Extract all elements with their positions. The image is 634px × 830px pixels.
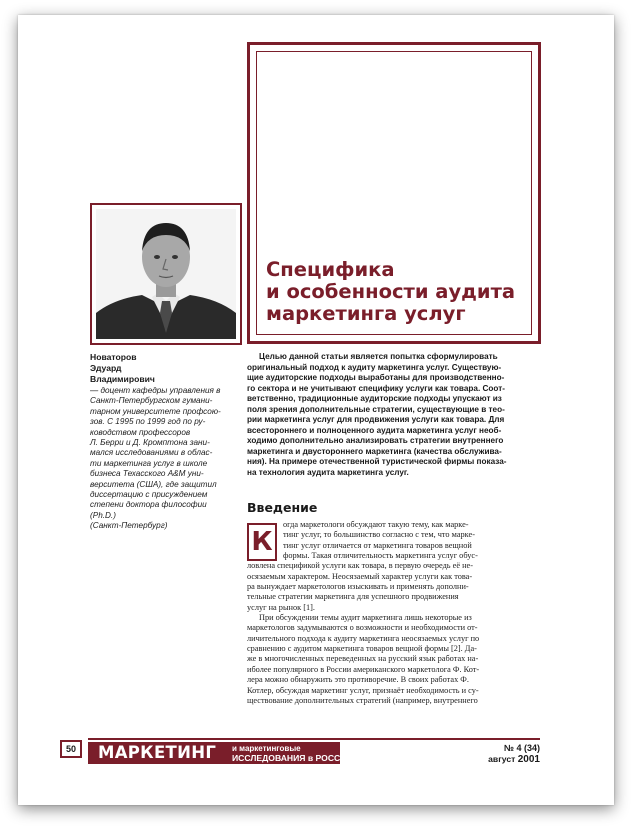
body-line: тинг услуг отличается от маркетинга товаров вещной xyxy=(283,540,472,550)
body-line: услуг на рынок [1]. xyxy=(247,602,315,612)
abstract-line: Целью данной статьи является попытка сформулировать xyxy=(259,352,498,361)
title-line: маркетинга услуг xyxy=(266,302,466,325)
body-line: маркетологов задумываются о возможности и необходимости от- xyxy=(247,623,478,633)
body-line: сравнению с аудитом маркетинга товаров вещной формы [2]. Да- xyxy=(247,644,477,654)
body-line: иболее популярного в России американского маркетолога Ф. Кот- xyxy=(247,664,480,674)
abstract-line: ния). На примере отечественной туристической фирмы показа- xyxy=(247,457,507,466)
author-bio xyxy=(90,386,242,532)
abstract-line: оригинальный подход к аудиту маркетинга услуг. Существую- xyxy=(247,362,502,372)
author-bio-line: Санкт-Петербургском гумани- xyxy=(90,396,213,406)
issue-year: 2001 xyxy=(517,754,540,765)
author-bio-line: зов. С 1995 по 1999 год по ру- xyxy=(90,417,206,427)
abstract-line: щие аудиторские подходы выработаны для производственно- xyxy=(247,373,505,382)
author-name-line: Владимирович xyxy=(90,374,155,384)
footer-rule xyxy=(88,738,540,740)
author-bio-line: — доцент кафедры управления в xyxy=(90,386,221,395)
body-line: ра вынуждает маркетологов изыскивать и применять дополни- xyxy=(247,582,469,592)
author-name xyxy=(90,352,240,385)
journal-name-sub2: ИССЛЕДОВАНИЯ в РОССИИ xyxy=(232,753,353,763)
body-line: огда маркетологи обсуждают такую тему, как марке- xyxy=(283,520,469,529)
title-line: Специфика xyxy=(266,258,395,281)
journal-name-sub1: и маркетинговые xyxy=(232,744,301,753)
journal-name-main: МАРКЕТИНГ xyxy=(98,743,217,762)
abstract-line: рии маркетинга услуг для продвижения услуги как товара. Для xyxy=(247,415,505,424)
body-line: осязаемым характером. Неосязаемый характер услуги как това- xyxy=(247,571,473,581)
author-photo-frame xyxy=(90,203,242,345)
abstract-line: ходимо дополнительно анализировать стратегии внутреннего xyxy=(247,436,504,445)
article-title xyxy=(266,259,536,325)
issue-month: август xyxy=(488,754,516,764)
abstract-line: поля зрения дополнительные стратегии, существующие в тео- xyxy=(247,404,505,414)
body-line: тельные стратегии маркетинга для успешного продвижения xyxy=(247,592,459,602)
author-bio-line: бизнеса Техасского A&M уни- xyxy=(90,469,204,479)
author-name-line: Новаторов xyxy=(90,352,137,362)
body-line: тинг услуг, то большинство согласно с тем, что марке- xyxy=(283,530,475,540)
author-photo xyxy=(96,209,236,339)
author-bio-line: (Ph.D.) xyxy=(90,510,116,520)
body-line: лера можно обнаружить это противоречие. В своих работах Ф. xyxy=(247,675,469,685)
author-bio-line: диссертацию с присуждением xyxy=(90,490,208,500)
abstract-line: ветственно, традиционные аудиторские подходы упускают из xyxy=(247,394,502,403)
body-line: формы. Такая отличительность маркетинга услуг обус- xyxy=(283,551,478,561)
body-line: ществование дополнительных стратегий (например, внутреннего xyxy=(247,695,478,705)
author-bio-line: ководством профессоров xyxy=(90,427,191,437)
abstract-line: маркетинга и двустороннего маркетинга (качества обслужива- xyxy=(247,446,502,456)
body-line: Котлер, обсуждая маркетинг услуг, признаёт необходимость и су- xyxy=(247,685,479,695)
author-bio-line: тарном университете профсою- xyxy=(90,406,221,416)
author-name-line: Эдуард xyxy=(90,363,122,373)
author-bio-line: ти маркетинга услуг в школе xyxy=(90,458,208,468)
section-heading-introduction: Введение xyxy=(247,500,318,515)
body-line: ловлена спецификой услуги как товара, в первую очередь её не- xyxy=(247,561,473,571)
issue-date xyxy=(440,754,540,765)
author-bio-line: степени доктора философии xyxy=(90,500,207,510)
author-portrait-image xyxy=(96,209,236,339)
author-bio-line: верситета (США), где защитил xyxy=(90,479,217,489)
abstract-line: го сектора и не учитывают специфику услуги как товара. Соот- xyxy=(247,383,505,393)
drop-cap: К xyxy=(247,523,277,561)
title-line: и особенности аудита xyxy=(266,280,516,303)
author-bio-line: (Санкт-Петербург) xyxy=(90,521,168,531)
page-number: 50 xyxy=(60,740,82,758)
author-bio-line: Л. Берри и Д. Кромптона зани- xyxy=(90,438,210,448)
author-bio-line: мался исследованиями в облас- xyxy=(90,448,213,458)
body-line: При обсуждении темы аудит маркетинга лишь некоторые из xyxy=(259,613,472,623)
abstract-line: на технология аудита маркетинга услуг. xyxy=(247,467,409,477)
article-abstract xyxy=(247,352,541,478)
abstract-line: всестороннего и полноценного аудита маркетинга услуг необ- xyxy=(247,425,502,435)
body-line: личительного подхода к аудиту маркетинга неосязаемых услуг по xyxy=(247,633,480,643)
issue-number: № 4 (34) xyxy=(503,743,540,753)
article-body xyxy=(247,520,541,706)
body-line: же в многочисленных переведенных на русский язык работах на- xyxy=(247,654,479,664)
journal-logo xyxy=(88,742,353,764)
